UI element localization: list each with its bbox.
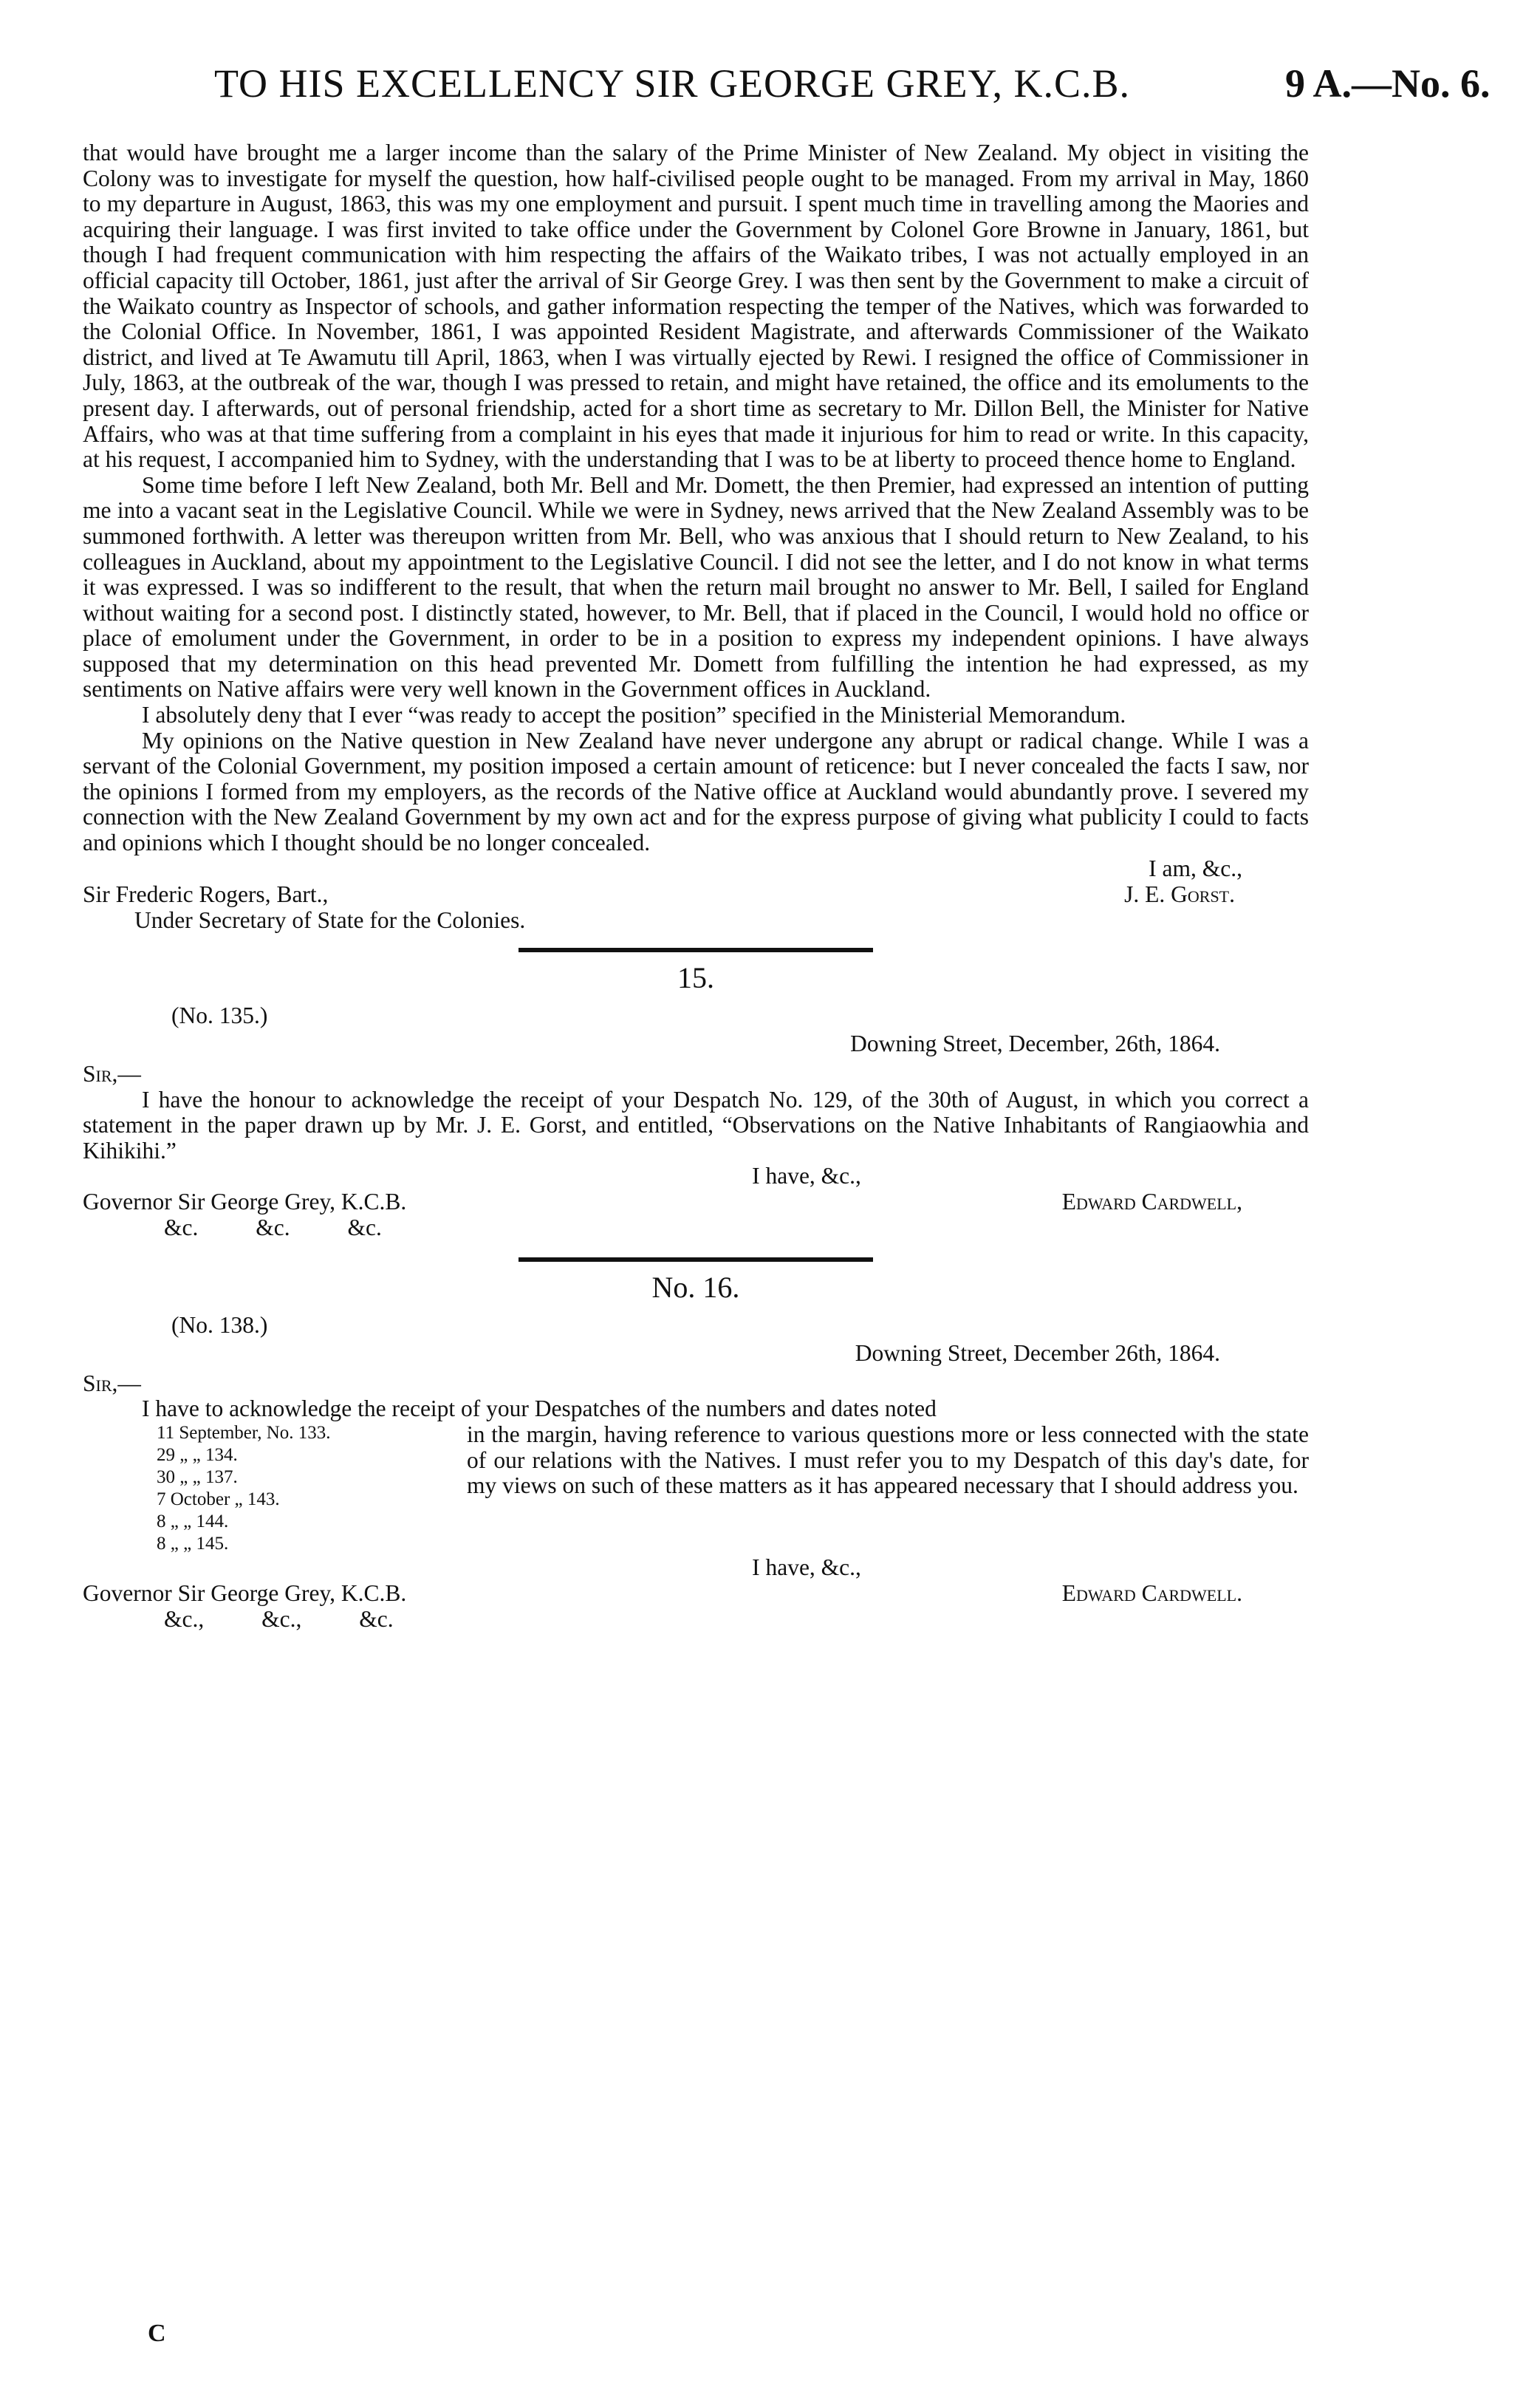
despatch-number: 15. [677,961,714,995]
margin-block [83,1422,1309,1555]
despatch-reference: (No. 135.) [171,1002,268,1028]
paragraph: I absolutely deny that I ever “was ready to accept the position” specified in the Ministerial Memorandum. [142,702,1126,728]
addressee-etc: &c., &c., &c. [164,1605,394,1632]
paragraph: I have the honour to acknowledge the receipt of your Despatch No. 129, of the 30th of August, in which you correct a statement in the paper drawn up by Mr. J. E. Gorst, and entitled, “Observations on the Native Inhabitants of Rangiaowhia and Kihikihi.” [83,1086,1309,1164]
header-title: TO HIS EXCELLENCY SIR GEORGE GREY, K.C.B. [214,61,1131,106]
paragraph: Some time before I left New Zealand, both Mr. Bell and Mr. Domett, the then Premier, had expressed an intention of putting me into a vacant seat in the Legislative Council. While we were in Sydney, news arrived that the New Zealand Assembly was to be summoned forthwith. A letter was thereupon written from Mr. Bell, who was anxious that I should return to New Zealand, to his colleagues in Auckland, about my appointment to the Legislative Council. I did not see the letter, and I do not know in what terms it was expressed. I was so indifferent to the result, that when the return mail brought no answer to Mr. Bell, I sailed for England without waiting for a second post. I distinctly stated, however, to Mr. Bell, that if placed in the Council, I would hold no office or place of emolument under the Government, in order to be in a position to express my independent opinions. I have always supposed that my determination on this head prevented Mr. Domett from fulfilling the intention he had expressed, as my sentiments on Native affairs were very well known in the Government offices in Auckland. [83,471,1309,703]
margin-note: 8 „ „ 144. [157,1511,229,1531]
closing-formula: I am, &c., [1149,855,1242,881]
letter-gorst [83,140,1309,933]
despatch-16 [83,1270,1309,1634]
despatch-dateline: Downing Street, December, 26th, 1864. [850,1031,1220,1057]
closing-formula: I have, &c., [752,1554,861,1580]
despatch-number: No. 16. [651,1270,740,1304]
paragraph: that would have brought me a larger income than the salary of the Prime Minister of New Zealand. My object in visiting the Colony was to investigate for myself the question, how half-civilised people ought to be managed. From my arrival in May, 1860 to my departure in August, 1863, this was my one employment and pursuit. I spent much time in travelling among the Maories and acquiring their language. I was first invited to take office under the Government by Colonel Gore Browne in January, 1861, but though I had frequent communication with him respecting the affairs of the Waikato tribes, I was not actually employed in an official capacity till October, 1861, just after the arrival of Sir George Grey. I was then sent by the Government to make a circuit of the Waikato country as Inspector of schools, and gather information respecting the temper of the Natives, which was forwarded to the Colonial Office. In November, 1861, I was appointed Resident Magistrate, and afterwards Commissioner of the Waikato district, and lived at Te Awamutu till April, 1863, when I was virtually ejected by Rewi. I resigned the office of Commissioner in July, 1863, at the outbreak of the war, though I was pressed to retain, and might have retained, the office and its emoluments to the present day. I afterwards, out of personal friendship, acted for a short time as secretary to Mr. Dillon Bell, the Minister for Native Affairs, who was at that time suffering from a complaint in his eyes that made it injurious for him to read or write. In this capacity, at his request, I accompanied him to Sydney, with the understanding that I was to be at liberty to proceed thence home to England. [83,140,1309,473]
letter-closing-block [83,856,1309,908]
margin-note: 8 „ „ 145. [157,1533,229,1554]
despatch-signature-block [83,1189,1309,1243]
despatch-reference: (No. 138.) [171,1311,268,1338]
signature: Edward Cardwell. [1061,1579,1242,1606]
margin-note: 7 October „ 143. [157,1489,280,1509]
paragraph: in the margin, having reference to various questions more or less connected with the state of our relations with the Natives. I must refer you to my Despatch of this day's date, for my views on such of these matters as it has appeared necessary that I should address you. [467,1421,1309,1499]
salutation: Sir,— [83,1061,141,1087]
addressee-name: Governor Sir George Grey, K.C.B. [83,1579,407,1606]
despatch-dateline: Downing Street, December 26th, 1864. [855,1340,1220,1367]
signature: J. E. Gorst. [1124,881,1235,907]
margin-note: 30 „ „ 137. [157,1466,238,1487]
document-body [83,140,1309,1634]
addressee-name: Governor Sir George Grey, K.C.B. [83,1188,407,1215]
margin-note: 11 September, No. 133. [157,1422,331,1443]
despatch-15 [83,961,1309,1243]
paragraph: My opinions on the Native question in New Zealand have never undergone any abrupt or radical change. While I was a servant of the Colonial Government, my position imposed a certain amount of reticence: but I never concealed the facts I saw, nor the opinions I formed from my employers, as the records of the Native office at Auckland would abundantly prove. I severed my connection with the New Zealand Government by my own act and for the express purpose of giving what publicity I could to facts and opinions which I thought should be no longer concealed. [83,727,1309,856]
margin-note: 29 „ „ 134. [157,1444,238,1465]
signature-letter: C [148,2320,166,2347]
signature: Edward Cardwell, [1061,1188,1242,1215]
margin-notes [83,1422,467,1555]
header-page-number: 9 A.—No. 6. [1285,61,1491,106]
paragraph: I have to acknowledge the receipt of your Despatches of the numbers and dates noted [142,1396,937,1422]
addressee-etc: &c. &c. &c. [164,1214,382,1240]
addressee-title: Under Secretary of State for the Colonies. [134,906,526,933]
addressee-name: Sir Frederic Rogers, Bart., [83,881,329,907]
section-divider [519,948,873,952]
salutation: Sir,— [83,1370,141,1396]
page-header [0,61,1540,112]
closing-formula: I have, &c., [752,1163,861,1189]
despatch-signature-block [83,1581,1309,1634]
section-divider [519,1257,873,1262]
